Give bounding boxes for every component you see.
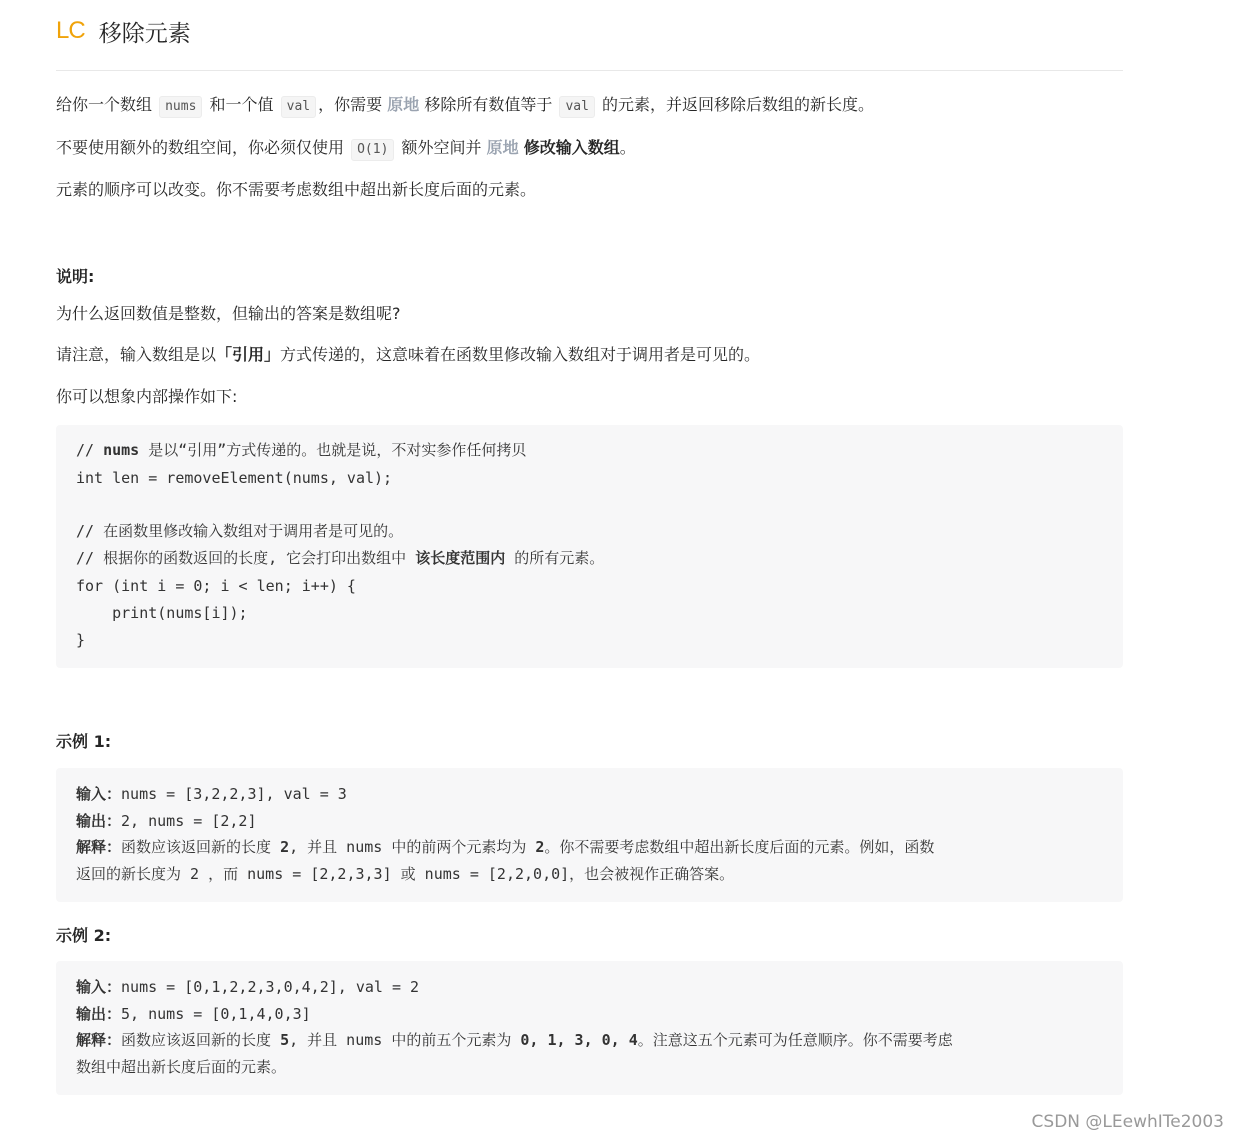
strong-modify-input: 修改输入数组: [523, 138, 620, 157]
code-line: for (int i = 0; i < len; i++) {: [76, 577, 356, 595]
example-explanation-cont: 数组中超出新长度后面的元素。: [76, 1058, 287, 1076]
csdn-watermark: CSDN @LEewhITe2003: [1031, 1112, 1224, 1132]
example-2-heading: 示例 2:: [56, 926, 112, 945]
title-row: [56, 14, 191, 48]
code-block-explain: [56, 425, 1123, 668]
inline-code-val: val: [559, 96, 594, 118]
code-block-example-1: [56, 768, 1123, 902]
page-title: 移除元素: [98, 20, 191, 47]
intro-paragraph-3: 元素的顺序可以改变。你不需要考虑数组中超出新长度后面的元素。: [56, 180, 537, 199]
example-input: 输入：nums = [0,1,2,2,3,0,4,2], val = 2: [76, 978, 420, 996]
code-line: // nums 是以“引用”方式传递的。也就是说，不对实参作任何拷贝: [76, 441, 527, 459]
inline-code-nums: nums: [159, 96, 202, 118]
divider: [56, 70, 1123, 71]
example-1-heading: 示例 1:: [56, 732, 112, 751]
intro-paragraph-1: 给你一个数组 nums 和一个值 val ，你需要 原地 移除所有数值等于 val 的元素，并返回移除后数组的新长度。: [56, 93, 874, 118]
example-output: 输出：5, nums = [0,1,4,0,3]: [76, 1005, 311, 1023]
example-explanation: 解释：函数应该返回新的长度 2, 并且 nums 中的前两个元素均为 2。你不需要考虑数组中超出新长度后面的元素。例如，函数: [76, 838, 935, 856]
explain-imagine: 你可以想象内部操作如下:: [56, 387, 238, 406]
example-explanation-cont: 返回的新长度为 2 ，而 nums = [2,2,3,3] 或 nums = [2,2,0,0]，也会被视作正确答案。: [76, 865, 735, 883]
lc-logo: LC: [56, 17, 85, 44]
inline-code-o1: O(1): [351, 139, 394, 161]
code-line: }: [76, 631, 86, 649]
strong-reference: 「引用」: [216, 345, 281, 364]
explain-note: 请注意，输入数组是以「引用」方式传递的，这意味着在函数里修改输入数组对于调用者是可见的。: [56, 345, 761, 364]
explain-question: 为什么返回数值是整数，但输出的答案是数组呢?: [56, 304, 401, 323]
intro-paragraph-2: 不要使用额外的数组空间，你必须仅使用 O(1) 额外空间并 原地 修改输入数组。: [56, 136, 636, 161]
example-output: 输出：2, nums = [2,2]: [76, 812, 257, 830]
inline-code-val: val: [281, 96, 316, 118]
highlight-in-place: 原地: [387, 95, 420, 114]
code-line: int len = removeElement(nums, val);: [76, 469, 393, 487]
code-line: // 根据你的函数返回的长度, 它会打印出数组中 该长度范围内 的所有元素。: [76, 549, 605, 567]
code-block-example-2: [56, 961, 1123, 1095]
code-line: print(nums[i]);: [76, 604, 248, 622]
code-line: // 在函数里修改输入数组对于调用者是可见的。: [76, 522, 404, 540]
example-explanation: 解释：函数应该返回新的长度 5, 并且 nums 中的前五个元素为 0, 1, 3, 0, 4。注意这五个元素可为任意顺序。你不需要考虑: [76, 1031, 953, 1049]
example-input: 输入：nums = [3,2,2,3], val = 3: [76, 785, 347, 803]
highlight-in-place: 原地: [486, 138, 519, 157]
explain-heading: 说明:: [56, 267, 95, 286]
